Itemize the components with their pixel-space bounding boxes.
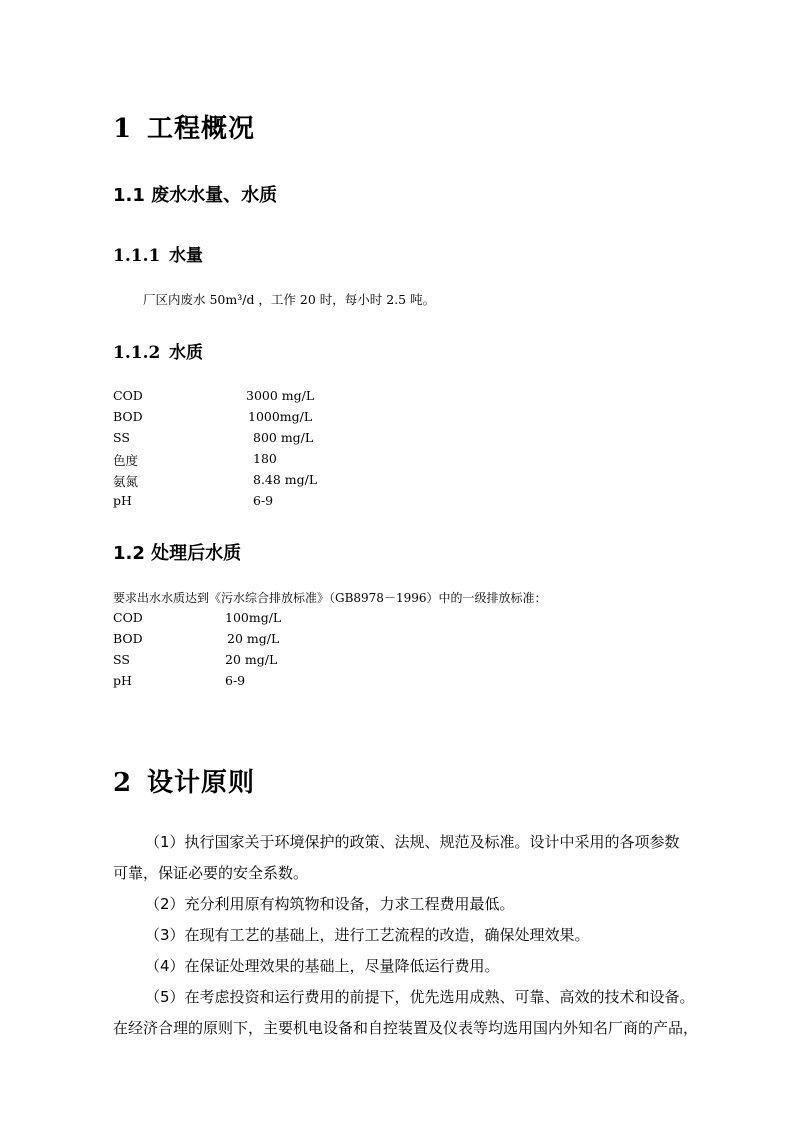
subsection-title: 水质: [169, 343, 203, 363]
treated-row: [113, 673, 246, 688]
quality-row: [113, 430, 314, 445]
section-number: 2: [113, 768, 133, 798]
quality-value: 800 mg/L: [253, 430, 314, 445]
section-title: 工程概况: [147, 114, 256, 144]
principle-line: （5）在考虑投资和运行费用的前提下，优先选用成熟、可靠、高效的技术和设备。: [145, 988, 695, 1006]
standard-requirement-text: 要求出水水质达到《污水综合排放标准》（GB8978－1996）中的一级排放标准：: [113, 591, 547, 605]
quality-row: [113, 451, 277, 469]
subsection-1-1-2-heading: [113, 338, 203, 363]
section-2-heading: [113, 762, 255, 799]
quality-value: 1000mg/L: [248, 409, 313, 424]
treated-value: 6-9: [225, 673, 246, 688]
treated-value: 100mg/L: [225, 610, 282, 625]
subsection-1-1-heading: 1.1 废水水量、水质: [113, 185, 278, 206]
subsection-number: 1.1.2: [113, 343, 161, 363]
quality-name: SS: [113, 430, 130, 445]
water-amount-text: 厂区内废水 50m³/d ，工作 20 时，每小时 2.5 吨。: [143, 292, 436, 307]
treated-name: BOD: [113, 631, 143, 646]
section-number: 1: [113, 114, 133, 144]
principle-line: 在经济合理的原则下，主要机电设备和自控装置及仪表等均选用国内外知名厂商的产品，: [113, 1019, 699, 1037]
section-title: 设计原则: [147, 768, 256, 798]
treated-value: 20 mg/L: [227, 631, 280, 646]
quality-value: 3000 mg/L: [246, 388, 315, 403]
quality-name: pH: [113, 493, 132, 508]
quality-row: [113, 493, 274, 508]
quality-name: BOD: [113, 409, 143, 424]
treated-name: pH: [113, 673, 132, 688]
treated-name: SS: [113, 652, 130, 667]
treated-row: [113, 610, 282, 625]
quality-row: [113, 388, 315, 403]
subsection-number: 1.1.1: [113, 246, 161, 266]
principle-line: （4）在保证处理效果的基础上，尽量降低运行费用。: [145, 957, 500, 975]
subsection-title: 水量: [169, 246, 203, 266]
treated-value: 20 mg/L: [225, 652, 278, 667]
quality-name: 氨氮: [113, 474, 139, 489]
quality-row: [113, 472, 318, 490]
principle-line: 可靠，保证必要的安全系数。: [113, 864, 309, 882]
section-1-heading: [113, 108, 255, 145]
treated-name: COD: [113, 610, 143, 625]
treated-row: [113, 631, 280, 646]
principle-line: （3）在现有工艺的基础上，进行工艺流程的改造，确保处理效果。: [145, 926, 590, 944]
quality-name: 色度: [113, 453, 139, 468]
subsection-1-1-1-heading: [113, 241, 203, 266]
quality-row: [113, 409, 313, 424]
principle-line: （1）执行国家关于环境保护的政策、法规、规范及标准。设计中采用的各项参数: [145, 833, 680, 851]
quality-value: 6-9: [253, 493, 274, 508]
principle-line: （2）充分利用原有构筑物和设备，力求工程费用最低。: [145, 895, 515, 913]
treated-row: [113, 652, 278, 667]
quality-value: 8.48 mg/L: [253, 472, 318, 487]
quality-name: COD: [113, 388, 143, 403]
subsection-1-2-heading: 1.2 处理后水质: [113, 543, 242, 564]
quality-value: 180: [253, 451, 277, 466]
